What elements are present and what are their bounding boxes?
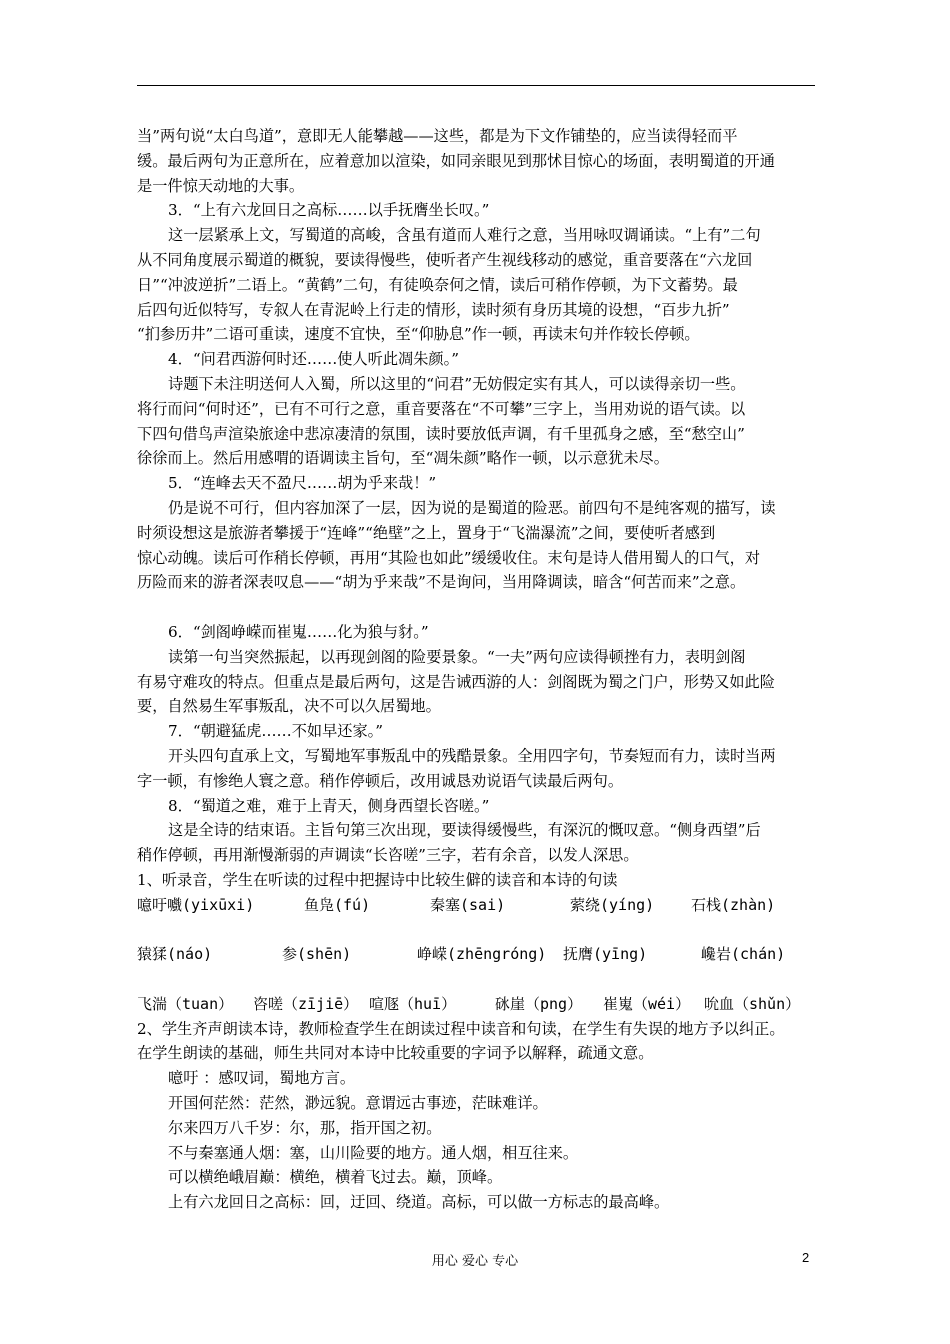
pronunciation-row-1 bbox=[137, 893, 817, 918]
paragraph-line: 后四句近似特写，专叙人在青泥岭上行走的情形，读时须有身历其境的设想，“百步九折” bbox=[137, 300, 730, 319]
pronunciation-item: 峥嵘(zhēngróng) bbox=[417, 945, 547, 964]
paragraph-line: 下四句借鸟声渲染旅途中悲凉凄清的氛围，读时要放低声调，有千里孤身之感，至“愁空山” bbox=[137, 424, 745, 443]
paragraph-line: 在学生朗读的基础，师生共同对本诗中比较重要的字词予以解释，疏通文意。 bbox=[137, 1044, 654, 1063]
blank-line bbox=[137, 918, 817, 943]
section-heading-4: 4．“问君西游何时还……使人听此凋朱颜。” bbox=[168, 350, 459, 369]
pronunciation-item: 抚膺(yīng) bbox=[563, 945, 648, 964]
pronunciation-row-2 bbox=[137, 942, 817, 967]
pronunciation-item: 噫吁嚱(yixūxi) bbox=[137, 895, 255, 914]
paragraph-line: 开头四句直承上文，写蜀地军事叛乱中的残酷景象。全用四字句，节奏短而有力，读时当两 bbox=[168, 746, 776, 765]
section-heading-5: 5．“连峰去天不盈尺……胡为乎来哉！” bbox=[168, 474, 437, 493]
pronunciation-item: 喧豗（huī） bbox=[369, 994, 457, 1013]
pronunciation-item: 飞湍（tuan） bbox=[137, 994, 234, 1013]
paragraph-line: 要，自然易生军事叛乱，决不可以久居蜀地。 bbox=[137, 697, 441, 716]
gloss-line: 噫吁 ：感叹词，蜀地方言。 bbox=[168, 1069, 356, 1088]
pronunciation-item: 萦绕(yíng) bbox=[570, 895, 655, 914]
paragraph-line: 诗题下未注明送何人入蜀，所以这里的“问君”无妨假定实有其人，可以读得亲切一些。 bbox=[168, 374, 746, 393]
pronunciation-item: 石栈(zhàn) bbox=[691, 895, 776, 914]
blank-line bbox=[137, 967, 817, 992]
paragraph-line: 缓。最后两句为正意所在，应着意加以渲染，如同亲眼见到那怵目惊心的场面，表明蜀道的开通 bbox=[137, 151, 775, 170]
paragraph-line: 时须设想这是旅游者攀援于“连峰”“绝壁”之上，置身于“飞湍瀑流”之间，要使听者感到 bbox=[137, 523, 716, 542]
pronunciation-item: 砯崖（png） bbox=[495, 994, 583, 1013]
paragraph-line: 有易守难攻的特点。但重点是最后两句，这是告诫西游的人：剑阁既为蜀之门户，形势又如此险 bbox=[137, 672, 775, 691]
header-rule bbox=[137, 85, 815, 86]
pronunciation-item: 崔嵬（wéi） bbox=[603, 994, 691, 1013]
paragraph-line: 历险而来的游者深表叹息——“胡为乎来哉”不是询问，当用降调读，暗含“何苦而来”之意。 bbox=[137, 573, 746, 592]
paragraph-line: 惊心动魄。读后可作稍长停顿，再用“其险也如此”缓缓收住。末句是诗人借用蜀人的口气，对 bbox=[137, 548, 761, 567]
gloss-line: 尔来四万八千岁：尔，那，指开国之初。 bbox=[168, 1118, 442, 1137]
section-heading-3: 3．“上有六龙回日之高标……以手抚膺坐长叹。” bbox=[168, 201, 490, 220]
gloss-line: 不与秦塞通人烟：塞，山川险要的地方。通人烟，相互往来。 bbox=[168, 1143, 579, 1162]
pronunciation-row-3 bbox=[137, 992, 817, 1017]
pronunciation-item: 吮血（shǔn） bbox=[704, 994, 801, 1013]
page-number: 2 bbox=[802, 1250, 810, 1265]
gloss-line: 可以横绝峨眉巅：横绝，横着飞过去。巅，顶峰。 bbox=[168, 1168, 503, 1187]
section-heading-6: 6．“剑阁峥嵘而崔嵬……化为狼与豺。” bbox=[168, 622, 429, 641]
paragraph-line: 从不同角度展示蜀道的概貌，要读得慢些，使听者产生视线移动的感觉，重音要落在“六龙回 bbox=[137, 250, 753, 269]
pronunciation-item: 鱼凫(fú) bbox=[304, 895, 371, 914]
section-heading-7: 7．“朝避猛虎……不如早还家。” bbox=[168, 722, 384, 741]
paragraph-line: 字一顿，有惨绝人寰之意。稍作停顿后，改用诚恳劝说语气读最后两句。 bbox=[137, 771, 623, 790]
blank-line bbox=[137, 595, 817, 620]
pronunciation-item: 秦塞(sai) bbox=[430, 895, 506, 914]
gloss-line: 上有六龙回日之高标：回，迂回、绕道。高标，可以做一方标志的最高峰。 bbox=[168, 1193, 670, 1212]
pronunciation-item: 咨嗟（zījiē） bbox=[253, 994, 359, 1013]
paragraph-line: 稍作停顿，再用渐慢渐弱的声调读“长咨嗟”三字，若有余音，以发人深思。 bbox=[137, 846, 639, 865]
document-body bbox=[137, 124, 817, 1215]
paragraph-line: “扪参历井”二语可重读，速度不宜快，至“仰胁息”作一顿，再读末句并作较长停顿。 bbox=[137, 325, 700, 344]
paragraph-line: 日”“冲波逆折”二语上。“黄鹤”二句，有徒唤奈何之情，读后可稍作停顿，为下文蓄势。最 bbox=[137, 275, 738, 294]
gloss-line: 开国何茫然：茫然，渺远貌。意谓远古事迹，茫昧难详。 bbox=[168, 1094, 548, 1113]
pronunciation-item: 参(shēn) bbox=[282, 945, 352, 964]
section-heading-8: 8．“蜀道之难，难于上青天，侧身西望长咨嗟。” bbox=[168, 796, 490, 815]
paragraph-line: 当”两句说“太白鸟道”，意即无人能攀越——这些，都是为下文作铺垫的，应当读得轻而平 bbox=[137, 127, 738, 145]
step-1-heading: 1、听录音，学生在听读的过程中把握诗中比较生僻的读音和本诗的句读 bbox=[137, 870, 618, 889]
paragraph-line: 仍是说不可行，但内容加深了一层，因为说的是蜀道的险恶。前四句不是纯客观的描写，读 bbox=[168, 498, 776, 517]
paragraph-line: 这是全诗的结束语。主旨句第三次出现，要读得缓慢些，有深沉的慨叹意。“侧身西望”后 bbox=[168, 821, 761, 840]
step-2-heading: 2、学生齐声朗读本诗，教师检查学生在朗读过程中读音和句读，在学生有失误的地方予以纠正。 bbox=[137, 1019, 785, 1038]
paragraph-line: 是一件惊天动地的大事。 bbox=[137, 176, 305, 195]
page-footer: 用心 爱心 专心 bbox=[431, 1254, 519, 1269]
pronunciation-item: 猿猱(náo) bbox=[137, 945, 213, 964]
paragraph-line: 徐徐而上。然后用感喟的语调读主旨句，至“凋朱颜”略作一顿，以示意犹未尽。 bbox=[137, 449, 669, 468]
paragraph-line: 将行而问“何时还”，已有不可行之意，重音要落在“不可攀”三字上，当用劝说的语气读。以 bbox=[137, 399, 746, 418]
pronunciation-item: 巉岩(chán) bbox=[701, 945, 786, 964]
paragraph-line: 这一层紧承上文，写蜀道的高峻，含虽有道而人难行之意，当用咏叹调诵读。“上有”二句 bbox=[168, 226, 761, 245]
paragraph-line: 读第一句当突然振起，以再现剑阁的险要景象。“一夫”两句应读得顿挫有力，表明剑阁 bbox=[168, 647, 746, 666]
